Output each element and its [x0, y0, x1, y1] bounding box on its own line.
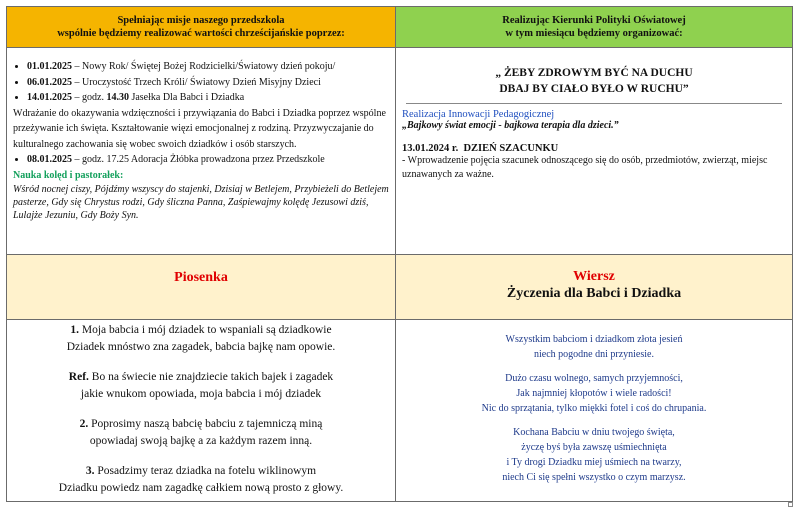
event-item: • 14.01.2025 – godz. 14.30 Jasełka Dla Babci i Dziadka	[27, 90, 389, 106]
song-title: Piosenka	[174, 270, 228, 285]
poem-title: Życzenia dla Babci i Dziadka	[506, 286, 682, 301]
poem-stanza: Wszystkim babciom i dziadkom złota jesień niech pogodne dni przyniesie.	[505, 334, 683, 360]
song-stanza: 3. Posadzimy teraz dziadka na fotelu wiklinowym Dziadku powiedz nam zagadkę całkiem nową prosto z głowy.	[58, 465, 344, 494]
events-cell	[7, 48, 395, 254]
event-description: Wdrażanie do okazywania wdzięczności i przywiązania do Babci i Dziadka poprzez wspólne przeżywanie ich święta. Kształtowanie więzi emocjonalnej z rodziną. Przyzwyczajanie do kulturalnego zachowania się wobec swoich dziadków i osób starszych.	[13, 107, 386, 150]
song-lyrics	[7, 320, 395, 501]
divider	[406, 103, 782, 104]
song-stanza: Ref. Bo na świecie nie znajdziecie takich bajek i zagadek jakie wnukom opowiada, moja babcia i mój dziadek	[68, 371, 334, 400]
event-item: • 06.01.2025 – Uroczystość Trzech Króli/ Światowy Dzień Misyjny Dzieci	[27, 75, 389, 91]
carols-heading: Nauka kolęd i pastorałek:	[13, 169, 124, 181]
poem-text	[396, 320, 792, 501]
event-item: • 01.01.2025 – Nowy Rok/ Świętej Bożej Rodzicielki/Światowy dzień pokoju/	[27, 59, 389, 75]
header-education-policy: Realizując Kierunki Polityki Oświatowej w tym miesiącu będziemy organizować:	[396, 7, 792, 47]
song-title-cell	[7, 255, 395, 319]
poem-stanza: Dużo czasu wolnego, samych przyjemności, Jak najmniej kłopotów i wiele radości! Nic do sprzątania, tylko miękki fotel i coś do chrupania.	[481, 373, 707, 414]
song-stanza: 2. Poprosimy naszą babcię babciu z tajemniczą miną opowiadaj swoją bajkę a za każdym razem inną.	[79, 418, 323, 447]
events-list	[13, 59, 389, 106]
poem-title-cell	[396, 255, 792, 319]
respect-day-heading: 13.01.2024 r. DZIEŃ SZACUNKU	[402, 143, 559, 154]
monthly-plan-table	[6, 6, 793, 502]
event-item: • 08.01.2025 – godz. 17.25 Adoracja Żłóbka prowadzona przez Przedszkole	[27, 152, 389, 168]
table-resize-handle[interactable]	[788, 502, 793, 507]
song-stanza: 1. Moja babcia i mój dziadek to wspaniali są dziadkowie Dziadek mnóstwo zna zagadek, babcia bajkę nam opowie.	[66, 324, 336, 353]
poem-stanza: Kochana Babciu w dniu twojego święta, życzę byś była zawszę uśmiechnięta i Ty drogi Dziadku miej uśmiech na twarzy, niech Ci się spełni wszystko o czym marzysz.	[502, 427, 686, 483]
respect-day-description: - Wprowadzenie pojęcia szacunek odnoszącego się do osób, przedmiotów, zwierząt, miejsc uznawanych za ważne.	[402, 155, 768, 180]
slogan: „ ŻEBY ZDROWYM BYĆ NA DUCHU DBAJ BY CIAŁO BYŁO W RUCHU”	[495, 67, 693, 95]
innovation-heading: Realizacja Innowacji Pedagogicznej	[402, 109, 555, 120]
innovation-title: „Bajkowy świat emocji - bajkowa terapia dla dzieci.”	[402, 120, 619, 131]
activities-cell	[396, 48, 792, 254]
header-christian-values: Spełniając misje naszego przedszkola wspólnie będziemy realizować wartości chrześcijańskie poprzez:	[7, 7, 395, 47]
poem-label: Wiersz	[573, 269, 615, 284]
carols-list: Wśród nocnej ciszy, Pójdźmy wszyscy do stajenki, Dzisiaj w Betlejem, Przybieżeli do Betlejem pasterze, Gdy się Chrystus rodzi, Gdy śliczna Panna, Zaśpiewajmy kolędę Jezusowi dziś, Lulajże Jezuniu, Gdy Boży Syn.	[13, 184, 389, 221]
